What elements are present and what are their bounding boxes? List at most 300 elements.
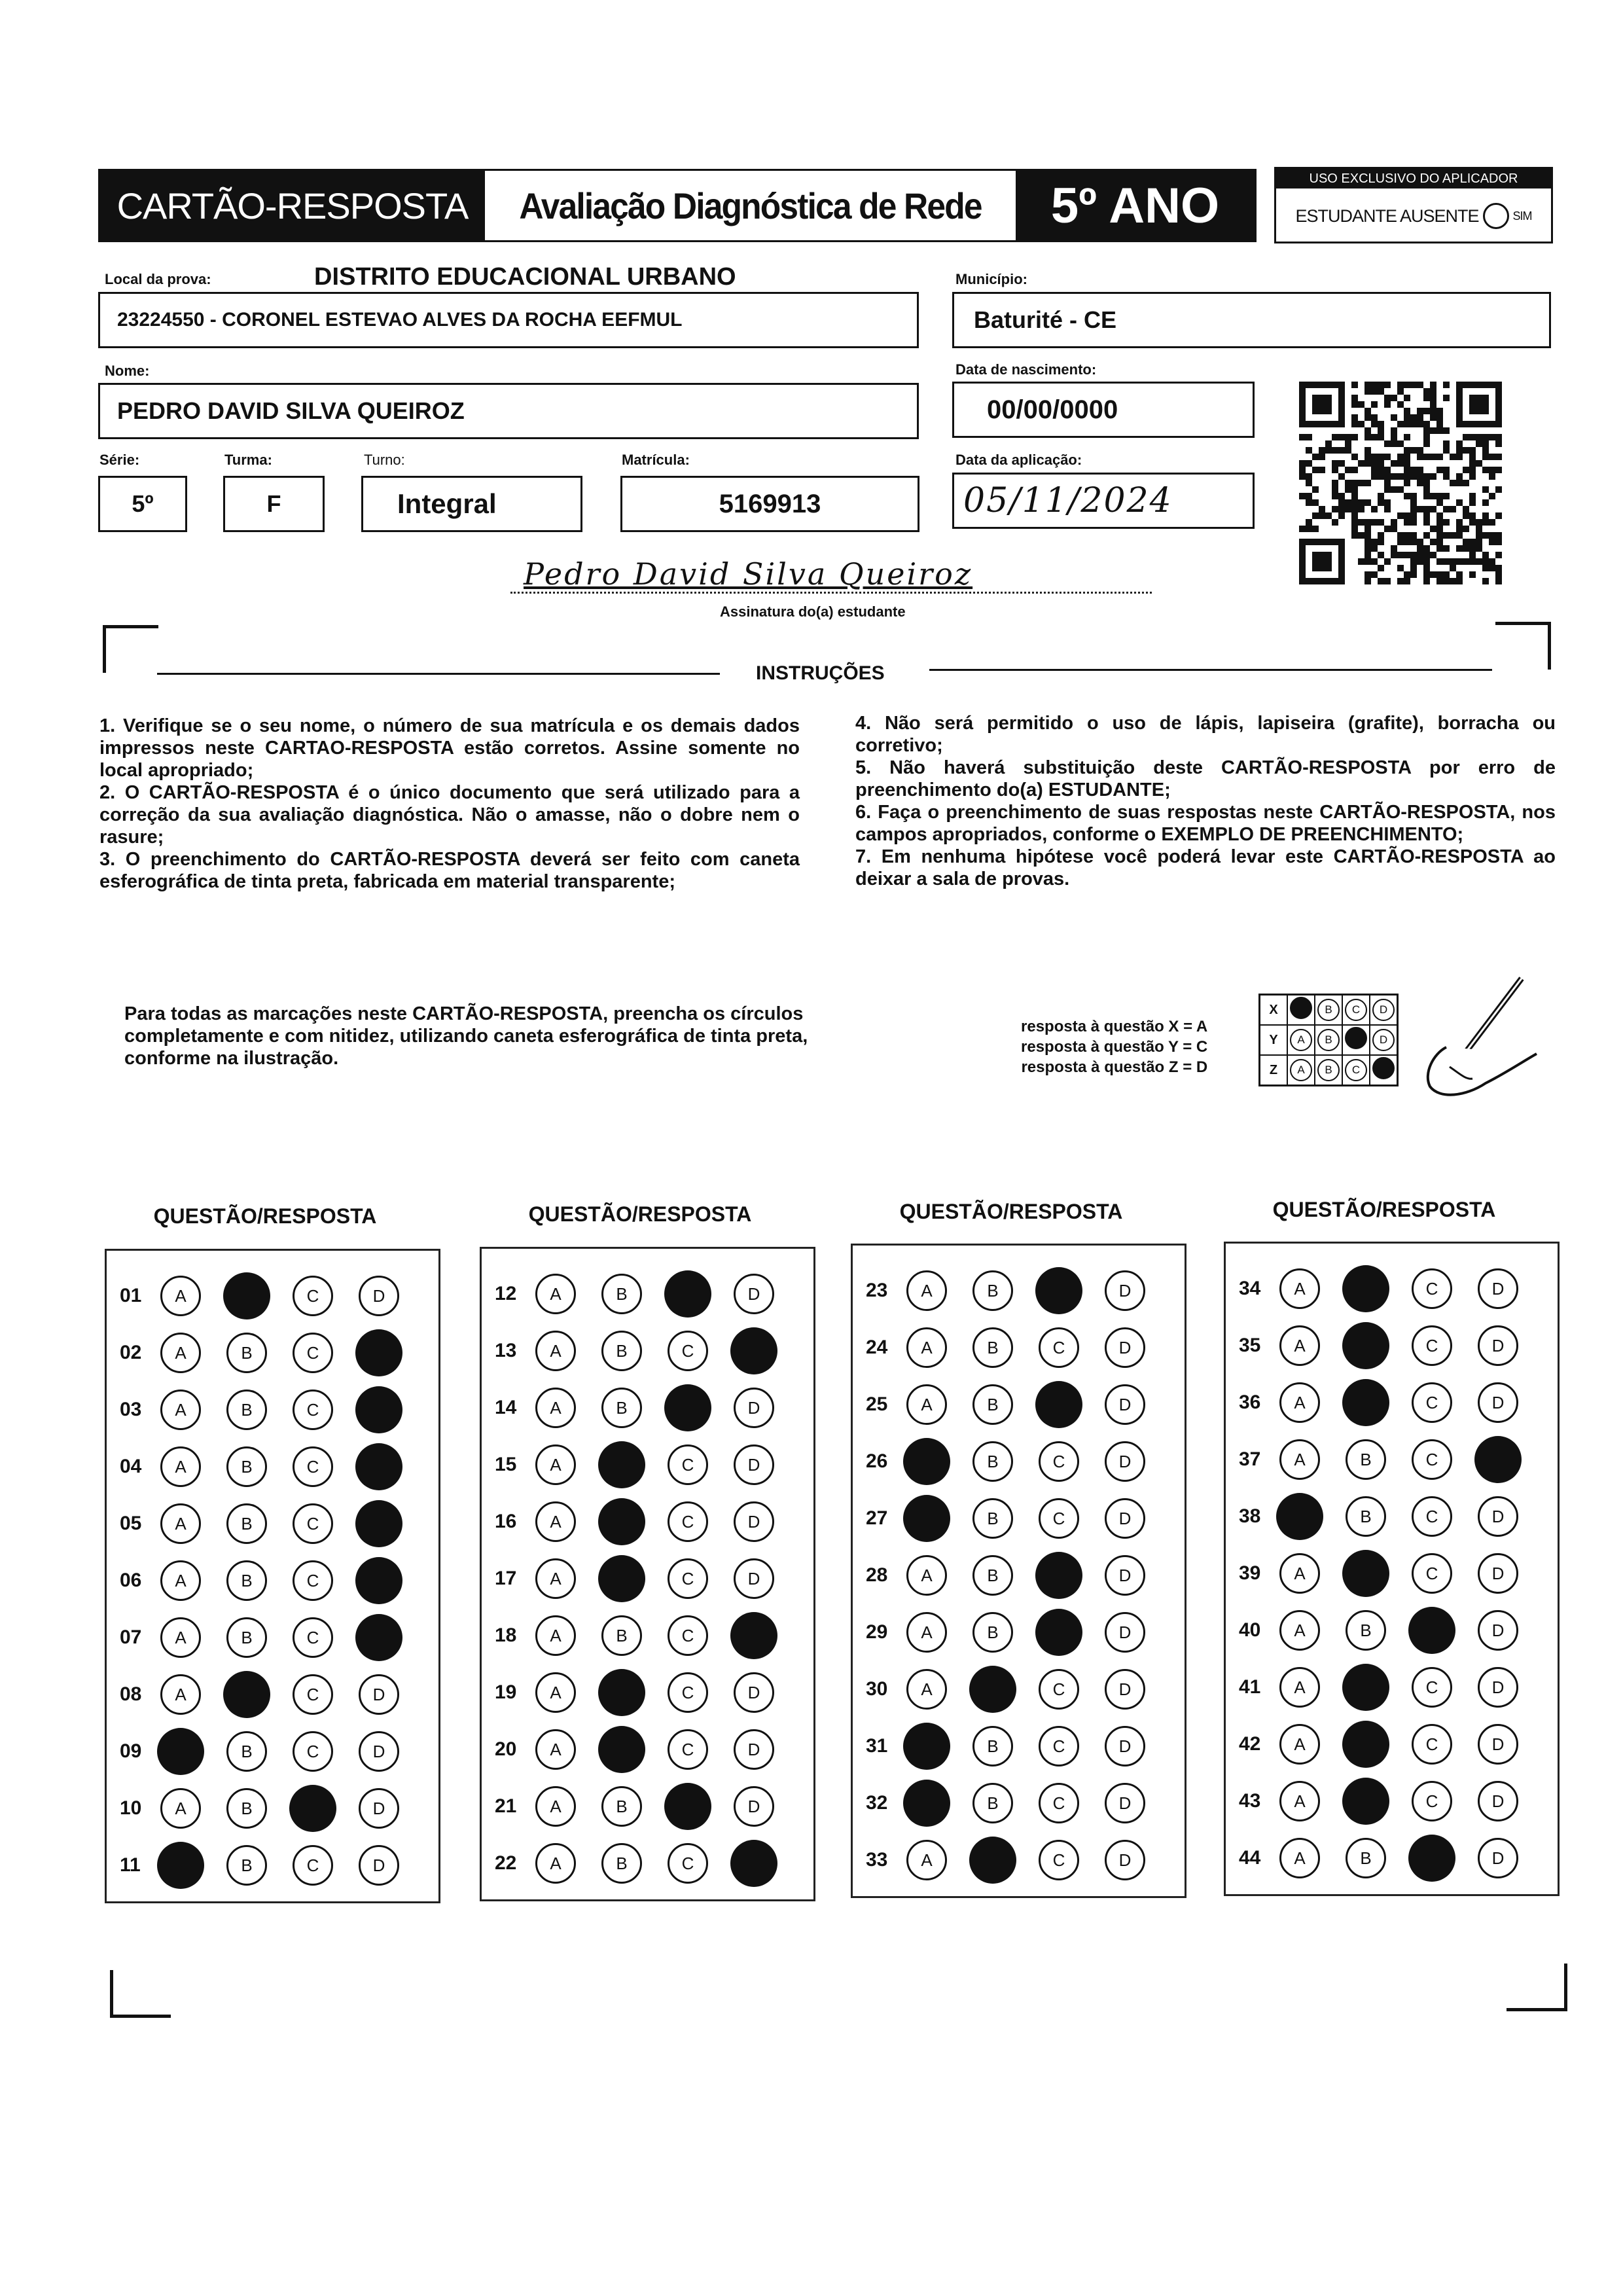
answer-bubble-b[interactable]: B: [972, 1441, 1013, 1482]
answer-bubble-d[interactable]: D: [1105, 1555, 1145, 1596]
answer-bubble-d[interactable]: D: [359, 1788, 399, 1829]
answer-bubble-d[interactable]: D: [734, 1444, 774, 1485]
answer-bubble-b[interactable]: B: [226, 1845, 267, 1886]
question-row: [853, 1606, 1171, 1659]
municipio-value: Baturité - CE: [974, 306, 1117, 333]
answer-bubble-a[interactable]: A: [1279, 1781, 1320, 1821]
example-line-x: resposta à questão X = A: [1021, 1018, 1208, 1035]
instruction-6: 6. Faça o preenchimento de suas respostas neste CARTÃO-RESPOSTA, nos campos apropriados, conforme o EXEMPLO DE PREENCHIMENTO;: [855, 802, 1556, 845]
question-number: 38: [1239, 1505, 1261, 1527]
nome-value: PEDRO DAVID SILVA QUEIROZ: [117, 397, 465, 424]
answer-bubble-a[interactable]: A: [535, 1501, 576, 1542]
example-bubble: A: [1290, 1029, 1312, 1051]
question-row: [1226, 1376, 1544, 1429]
answer-bubble-c[interactable]: C: [293, 1674, 333, 1715]
answer-bubble-a[interactable]: A: [160, 1503, 201, 1544]
answer-bubble-a[interactable]: A: [1279, 1268, 1320, 1309]
answer-bubble-a[interactable]: A: [1279, 1439, 1320, 1480]
answer-bubble-d[interactable]: D: [734, 1672, 774, 1713]
answer-bubble-c[interactable]: C: [1412, 1325, 1452, 1366]
answer-column: [480, 1247, 815, 1901]
answer-bubble-b[interactable]: [1342, 1721, 1389, 1768]
answer-bubble-d[interactable]: D: [734, 1729, 774, 1770]
answer-bubble-b[interactable]: B: [226, 1333, 267, 1373]
question-number: 06: [120, 1570, 142, 1591]
answer-bubble-a[interactable]: A: [906, 1612, 947, 1653]
answer-bubble-c[interactable]: C: [293, 1560, 333, 1601]
answer-bubble-a[interactable]: A: [906, 1555, 947, 1596]
serie-label: Série:: [99, 452, 140, 468]
answer-bubble-d[interactable]: [355, 1614, 402, 1661]
answer-bubble-c[interactable]: C: [1412, 1667, 1452, 1708]
instruction-4: 4. Não será permitido o uso de lápis, lapiseira (grafite), borracha ou corretivo;: [855, 713, 1556, 756]
example-bubble: C: [1345, 999, 1367, 1021]
answer-bubble-c[interactable]: C: [293, 1333, 333, 1373]
answer-bubble-d[interactable]: D: [1105, 1840, 1145, 1880]
instruction-3: 3. O preenchimento do CARTÃO-RESPOSTA deverá ser feito com caneta esferográfica de tinta preta, fabricada em material transparente;: [99, 849, 800, 892]
answer-bubble-b[interactable]: [598, 1555, 645, 1602]
answer-bubble-d[interactable]: D: [734, 1274, 774, 1314]
answer-bubble-d[interactable]: D: [359, 1674, 399, 1715]
answer-bubble-b[interactable]: B: [972, 1612, 1013, 1653]
answer-bubble-c[interactable]: [664, 1783, 711, 1830]
answer-bubble-c[interactable]: [1035, 1267, 1082, 1314]
answer-bubble-c[interactable]: C: [1412, 1724, 1452, 1765]
answer-bubble-a[interactable]: A: [906, 1270, 947, 1311]
answer-bubble-d[interactable]: D: [734, 1558, 774, 1599]
answer-bubble-d[interactable]: D: [1478, 1553, 1518, 1594]
applicator-box: [1274, 167, 1553, 243]
example-cell: [1370, 995, 1398, 1026]
example-bubble: D: [1372, 1029, 1395, 1051]
answer-bubble-c[interactable]: C: [293, 1390, 333, 1430]
answer-bubble-b[interactable]: [223, 1272, 270, 1319]
nascimento-field: [952, 382, 1255, 438]
question-number: 10: [120, 1797, 142, 1819]
answer-bubble-a[interactable]: A: [1279, 1325, 1320, 1366]
column-title: QUESTÃO/RESPOSTA: [528, 1202, 752, 1226]
answer-bubble-d[interactable]: D: [734, 1501, 774, 1542]
answer-bubble-a[interactable]: A: [906, 1327, 947, 1368]
answer-bubble-d[interactable]: [1474, 1436, 1522, 1483]
answer-bubble-a[interactable]: A: [1279, 1610, 1320, 1651]
answer-bubble-d[interactable]: D: [1105, 1270, 1145, 1311]
serie-value: 5º: [132, 490, 154, 517]
instructions-left: [99, 715, 800, 893]
answer-bubble-d[interactable]: D: [734, 1388, 774, 1428]
instruction-2: 2. O CARTÃO-RESPOSTA é o único documento que será utilizado para a correção da sua avaliação diagnóstica. Não o amasse, não o dobre nem o rasure;: [99, 782, 800, 848]
answer-bubble-d[interactable]: D: [1105, 1726, 1145, 1767]
question-row: [482, 1268, 800, 1320]
answer-bubble-d[interactable]: [355, 1500, 402, 1547]
answer-bubble-d[interactable]: D: [1478, 1838, 1518, 1878]
answer-bubble-c[interactable]: C: [293, 1845, 333, 1886]
answer-bubble-c[interactable]: C: [668, 1843, 708, 1884]
instructions-right: [855, 712, 1556, 890]
instructions-rule-left: [157, 673, 720, 675]
answer-bubble-a[interactable]: A: [160, 1446, 201, 1487]
answer-bubble-a[interactable]: [903, 1780, 950, 1827]
answer-bubble-c[interactable]: C: [668, 1615, 708, 1656]
example-cell: [1342, 1055, 1370, 1086]
answer-bubble-d[interactable]: [355, 1443, 402, 1490]
question-row: [482, 1325, 800, 1377]
corner-mark-bottom-right: [1507, 1964, 1567, 2011]
answer-bubble-d[interactable]: D: [1478, 1781, 1518, 1821]
answer-bubble-c[interactable]: C: [293, 1446, 333, 1487]
column-title: QUESTÃO/RESPOSTA: [153, 1204, 377, 1228]
question-row: [853, 1321, 1171, 1374]
answer-bubble-c[interactable]: C: [668, 1558, 708, 1599]
question-row: [482, 1609, 800, 1662]
answer-bubble-a[interactable]: A: [160, 1560, 201, 1601]
answer-bubble-c[interactable]: [289, 1785, 336, 1832]
corner-mark-top-left: [103, 625, 158, 673]
answer-bubble-b[interactable]: [969, 1666, 1016, 1713]
answer-bubble-b[interactable]: B: [601, 1843, 642, 1884]
question-number: 13: [495, 1340, 517, 1361]
question-number: 24: [866, 1336, 888, 1358]
answer-bubble-d[interactable]: [730, 1612, 777, 1659]
answer-bubble-d[interactable]: D: [359, 1731, 399, 1772]
question-row: [107, 1611, 425, 1664]
answer-bubble-b[interactable]: B: [226, 1788, 267, 1829]
corner-mark-bottom-left: [110, 1970, 171, 2018]
answer-bubble-a[interactable]: A: [535, 1786, 576, 1827]
question-number: 11: [120, 1854, 141, 1876]
question-number: 35: [1239, 1335, 1261, 1356]
answer-bubble-d[interactable]: D: [1478, 1724, 1518, 1765]
question-row: [107, 1839, 425, 1892]
answer-bubble-b[interactable]: B: [226, 1503, 267, 1544]
example-row-label: X: [1260, 995, 1288, 1026]
answer-bubble-a[interactable]: A: [535, 1274, 576, 1314]
absent-label: ESTUDANTE AUSENTE: [1295, 206, 1479, 226]
answer-bubble-c[interactable]: [664, 1270, 711, 1318]
answer-bubble-c[interactable]: C: [668, 1729, 708, 1770]
question-row: [1226, 1263, 1544, 1315]
question-row: [853, 1834, 1171, 1886]
answer-bubble-b[interactable]: B: [601, 1331, 642, 1371]
answer-bubble-a[interactable]: A: [535, 1672, 576, 1713]
answer-bubble-c[interactable]: C: [293, 1617, 333, 1658]
example-line-y: resposta à questão Y = C: [1021, 1038, 1208, 1056]
question-number: 44: [1239, 1847, 1261, 1869]
answer-bubble-a[interactable]: [903, 1495, 950, 1542]
instruction-5: 5. Não haverá substituição deste CARTÃO-RESPOSTA por erro de preenchimento do(a) ESTUDANTE;: [855, 757, 1556, 800]
answer-bubble-b[interactable]: [1342, 1550, 1389, 1597]
question-row: [853, 1549, 1171, 1602]
question-number: 04: [120, 1456, 142, 1477]
answer-bubble-d[interactable]: D: [359, 1276, 399, 1316]
question-number: 36: [1239, 1391, 1261, 1413]
absent-checkbox[interactable]: [1483, 203, 1509, 229]
question-row: [482, 1666, 800, 1719]
answer-bubble-a[interactable]: A: [160, 1617, 201, 1658]
example-cell: [1342, 1025, 1370, 1055]
question-number: 43: [1239, 1790, 1261, 1812]
answer-bubble-a[interactable]: A: [535, 1558, 576, 1599]
local-value: DISTRITO EDUCACIONAL URBANO: [314, 263, 736, 291]
answer-bubble-b[interactable]: [598, 1498, 645, 1545]
answer-bubble-a[interactable]: A: [160, 1276, 201, 1316]
question-number: 28: [866, 1564, 888, 1586]
answer-bubble-b[interactable]: B: [226, 1560, 267, 1601]
aplicacao-value: 05/11/2024: [963, 481, 1173, 520]
answer-bubble-a[interactable]: A: [906, 1384, 947, 1425]
answer-bubble-d[interactable]: D: [1478, 1667, 1518, 1708]
question-row: [853, 1435, 1171, 1488]
example-cell: [1287, 1025, 1315, 1055]
question-row: [482, 1439, 800, 1491]
answer-bubble-c[interactable]: C: [1039, 1441, 1079, 1482]
answer-bubble-a[interactable]: A: [160, 1674, 201, 1715]
answer-bubble-b[interactable]: [598, 1669, 645, 1716]
answer-bubble-c[interactable]: C: [1039, 1669, 1079, 1710]
answer-bubble-b[interactable]: [1342, 1778, 1389, 1825]
answer-bubble-a[interactable]: A: [535, 1331, 576, 1371]
answer-bubble-d[interactable]: D: [1478, 1496, 1518, 1537]
answer-bubble-d[interactable]: D: [1105, 1441, 1145, 1482]
question-row: [853, 1777, 1171, 1829]
answer-bubble-b[interactable]: B: [1346, 1439, 1386, 1480]
answer-bubble-d[interactable]: D: [1105, 1669, 1145, 1710]
answer-bubble-c[interactable]: [1035, 1609, 1082, 1656]
question-number: 23: [866, 1280, 888, 1301]
answer-bubble-a[interactable]: A: [160, 1788, 201, 1829]
answer-bubble-c[interactable]: [1408, 1835, 1455, 1882]
answer-bubble-b[interactable]: B: [601, 1388, 642, 1428]
question-row: [107, 1782, 425, 1835]
answer-bubble-d[interactable]: [730, 1327, 777, 1374]
answer-bubble-c[interactable]: C: [1412, 1382, 1452, 1423]
turma-label: Turma:: [224, 452, 272, 468]
example-cell: [1287, 1055, 1315, 1086]
question-row: [482, 1496, 800, 1548]
example-cell: [1342, 995, 1370, 1026]
question-number: 41: [1239, 1676, 1261, 1698]
answer-bubble-c[interactable]: C: [668, 1501, 708, 1542]
answer-bubble-c[interactable]: C: [293, 1731, 333, 1772]
answer-bubble-c[interactable]: C: [1412, 1781, 1452, 1821]
question-number: 37: [1239, 1448, 1261, 1470]
pen-hand-icon: [1420, 975, 1538, 1106]
question-number: 26: [866, 1450, 888, 1472]
question-number: 39: [1239, 1562, 1261, 1584]
answer-bubble-d[interactable]: D: [734, 1786, 774, 1827]
example-bubble: C: [1345, 1059, 1367, 1081]
answer-bubble-c[interactable]: C: [1039, 1498, 1079, 1539]
answer-bubble-c[interactable]: [664, 1384, 711, 1431]
card-title: CARTÃO-RESPOSTA: [100, 171, 485, 240]
answer-bubble-c[interactable]: [1035, 1381, 1082, 1428]
answer-bubble-a[interactable]: A: [160, 1390, 201, 1430]
answer-bubble-b[interactable]: B: [1346, 1496, 1386, 1537]
answer-bubble-b[interactable]: [223, 1671, 270, 1718]
example-table: [1258, 994, 1399, 1086]
answer-bubble-b[interactable]: [969, 1837, 1016, 1884]
answer-bubble-b[interactable]: B: [601, 1615, 642, 1656]
answer-bubble-b[interactable]: [598, 1441, 645, 1488]
example-bubble: [1290, 997, 1312, 1019]
answer-bubble-c[interactable]: [1035, 1552, 1082, 1599]
question-number: 29: [866, 1621, 888, 1643]
answer-bubble-b[interactable]: [1342, 1265, 1389, 1312]
question-number: 05: [120, 1513, 142, 1534]
answer-bubble-a[interactable]: A: [535, 1444, 576, 1485]
municipio-field: [952, 292, 1551, 348]
question-number: 32: [866, 1792, 888, 1814]
corner-mark-top-right: [1495, 622, 1551, 670]
answer-bubble-c[interactable]: C: [1039, 1726, 1079, 1767]
question-row: [1226, 1433, 1544, 1486]
answer-bubble-d[interactable]: [355, 1557, 402, 1604]
question-number: 42: [1239, 1733, 1261, 1755]
example-bubble: B: [1317, 1029, 1340, 1051]
example-bubble: A: [1290, 1059, 1312, 1081]
answer-bubble-c[interactable]: C: [668, 1444, 708, 1485]
answer-bubble-b[interactable]: B: [226, 1446, 267, 1487]
answer-bubble-a[interactable]: A: [535, 1729, 576, 1770]
answer-bubble-d[interactable]: [355, 1329, 402, 1376]
question-number: 34: [1239, 1278, 1261, 1299]
answer-bubble-b[interactable]: B: [972, 1270, 1013, 1311]
answer-bubble-b[interactable]: B: [972, 1327, 1013, 1368]
question-number: 09: [120, 1740, 142, 1762]
header-bar: [98, 169, 1257, 242]
nome-field: [98, 383, 919, 439]
answer-bubble-b[interactable]: B: [601, 1274, 642, 1314]
answer-bubble-b[interactable]: B: [1346, 1838, 1386, 1878]
answer-bubble-b[interactable]: [1342, 1664, 1389, 1711]
answer-bubble-a[interactable]: A: [906, 1840, 947, 1880]
answer-bubble-b[interactable]: B: [1346, 1610, 1386, 1651]
answer-bubble-b[interactable]: B: [226, 1617, 267, 1658]
question-row: [482, 1382, 800, 1434]
matricula-label: Matrícula:: [622, 452, 690, 468]
example-bubble: D: [1372, 999, 1395, 1021]
answer-bubble-d[interactable]: D: [1105, 1498, 1145, 1539]
answer-bubble-a[interactable]: [903, 1723, 950, 1770]
question-row: [482, 1837, 800, 1890]
qr-code: [1299, 382, 1502, 584]
question-row: [107, 1498, 425, 1550]
answer-bubble-d[interactable]: D: [1105, 1612, 1145, 1653]
answer-bubble-b[interactable]: B: [972, 1783, 1013, 1823]
answer-bubble-a[interactable]: [903, 1438, 950, 1485]
answer-bubble-b[interactable]: B: [972, 1555, 1013, 1596]
municipio-label: Município:: [955, 271, 1027, 287]
answer-bubble-a[interactable]: [1276, 1493, 1323, 1540]
answer-bubble-b[interactable]: [598, 1726, 645, 1773]
example-cell: [1315, 1025, 1342, 1055]
answer-bubble-a[interactable]: A: [535, 1615, 576, 1656]
answer-bubble-a[interactable]: [157, 1728, 204, 1775]
answer-bubble-a[interactable]: A: [906, 1669, 947, 1710]
question-number: 14: [495, 1397, 517, 1418]
answer-bubble-d[interactable]: [355, 1386, 402, 1433]
answer-bubble-a[interactable]: A: [535, 1843, 576, 1884]
answer-bubble-b[interactable]: [1342, 1379, 1389, 1426]
matricula-field: [620, 476, 919, 532]
answer-bubble-c[interactable]: C: [668, 1672, 708, 1713]
question-number: 27: [866, 1507, 888, 1529]
answer-column: [105, 1249, 440, 1903]
instructions-heading: INSTRUÇÕES: [756, 662, 885, 684]
answer-bubble-b[interactable]: B: [972, 1726, 1013, 1767]
question-number: 20: [495, 1738, 517, 1760]
answer-bubble-c[interactable]: C: [293, 1276, 333, 1316]
answer-bubble-c[interactable]: C: [1412, 1439, 1452, 1480]
question-row: [482, 1723, 800, 1776]
answer-bubble-c[interactable]: [1408, 1607, 1455, 1654]
answer-bubble-d[interactable]: D: [1478, 1382, 1518, 1423]
answer-bubble-a[interactable]: A: [535, 1388, 576, 1428]
question-number: 31: [866, 1735, 888, 1757]
answer-bubble-a[interactable]: A: [1279, 1667, 1320, 1708]
question-row: [853, 1378, 1171, 1431]
answer-bubble-d[interactable]: D: [1478, 1325, 1518, 1366]
question-row: [1226, 1490, 1544, 1543]
example-bubble: B: [1317, 999, 1340, 1021]
answer-bubble-b[interactable]: B: [226, 1731, 267, 1772]
grade-label: 5º ANO: [1016, 171, 1255, 240]
question-number: 17: [495, 1568, 517, 1589]
answer-bubble-a[interactable]: A: [160, 1333, 201, 1373]
answer-bubble-c[interactable]: C: [668, 1331, 708, 1371]
question-number: 15: [495, 1454, 517, 1475]
question-number: 16: [495, 1511, 517, 1532]
answer-bubble-d[interactable]: D: [1478, 1610, 1518, 1651]
nome-label: Nome:: [105, 363, 150, 379]
turma-value: F: [266, 490, 281, 517]
answer-bubble-d[interactable]: D: [1478, 1268, 1518, 1309]
answer-bubble-b[interactable]: B: [972, 1384, 1013, 1425]
answer-bubble-c[interactable]: C: [293, 1503, 333, 1544]
answer-bubble-c[interactable]: C: [1412, 1553, 1452, 1594]
answer-bubble-c[interactable]: C: [1039, 1327, 1079, 1368]
answer-bubble-c[interactable]: C: [1039, 1783, 1079, 1823]
example-legend: [1021, 1016, 1207, 1077]
answer-bubble-d[interactable]: D: [1105, 1384, 1145, 1425]
answer-bubble-d[interactable]: D: [1105, 1327, 1145, 1368]
answer-bubble-c[interactable]: C: [1412, 1496, 1452, 1537]
column-title: QUESTÃO/RESPOSTA: [1272, 1198, 1496, 1221]
instruction-7: 7. Em nenhuma hipótese você poderá levar este CARTÃO-RESPOSTA ao deixar a sala de provas.: [855, 846, 1556, 889]
question-number: 40: [1239, 1619, 1261, 1641]
example-cell: [1287, 995, 1315, 1026]
question-number: 30: [866, 1678, 888, 1700]
answer-bubble-b[interactable]: B: [226, 1390, 267, 1430]
local-label: Local da prova:: [105, 271, 211, 287]
answer-bubble-b[interactable]: [1342, 1322, 1389, 1369]
question-number: 12: [495, 1283, 517, 1304]
answer-bubble-a[interactable]: A: [1279, 1382, 1320, 1423]
answer-bubble-d[interactable]: D: [359, 1845, 399, 1886]
answer-bubble-d[interactable]: D: [1105, 1783, 1145, 1823]
answer-bubble-a[interactable]: A: [1279, 1838, 1320, 1878]
answer-bubble-d[interactable]: [730, 1840, 777, 1887]
nascimento-value: 00/00/0000: [987, 395, 1118, 424]
answer-bubble-b[interactable]: B: [601, 1786, 642, 1827]
answer-bubble-c[interactable]: C: [1412, 1268, 1452, 1309]
question-row: [1226, 1718, 1544, 1770]
answer-bubble-b[interactable]: B: [972, 1498, 1013, 1539]
answer-bubble-c[interactable]: C: [1039, 1840, 1079, 1880]
answer-bubble-a[interactable]: [157, 1842, 204, 1889]
answer-bubble-a[interactable]: A: [1279, 1553, 1320, 1594]
answer-bubble-a[interactable]: A: [1279, 1724, 1320, 1765]
